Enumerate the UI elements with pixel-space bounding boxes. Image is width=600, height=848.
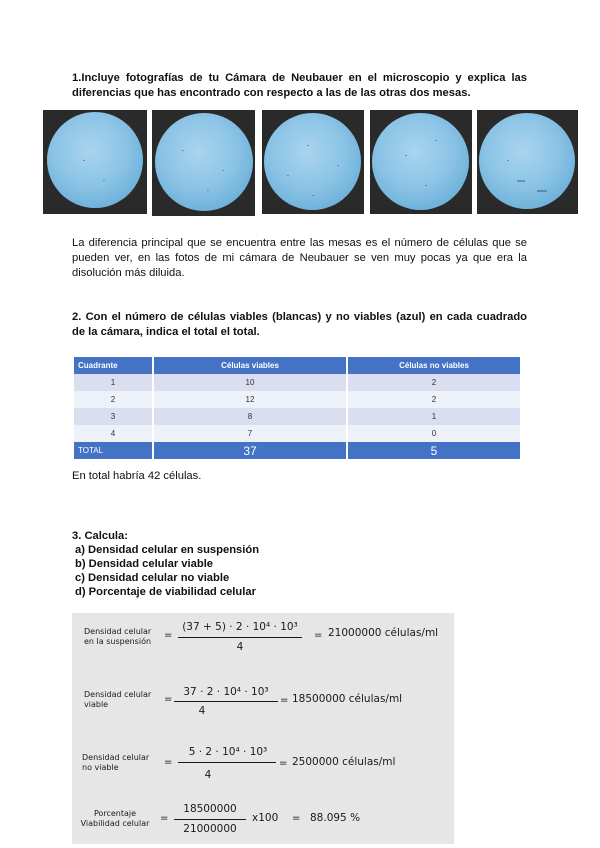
calc3-result: 2500000 células/ml: [292, 756, 396, 768]
calc3-label: Densidad celular no viable: [82, 753, 150, 772]
header-no-viables: Células no viables: [347, 357, 520, 374]
question-2: 2. Con el número de células viables (blancas) y no viables (azul) en cada cuadrado de la cámara, indica el total el total.: [72, 311, 527, 338]
calc2-result: 18500000 células/ml: [292, 693, 403, 705]
list-item: a) Densidad celular en suspensión: [75, 544, 260, 556]
calc1-numerator: (37 + 5) · 2 · 10⁴ · 10³: [182, 621, 298, 633]
calc2-denominator: 4: [198, 705, 206, 717]
microscope-photo-2: [152, 110, 255, 216]
question-1: 1.Incluye fotografías de tu Cámara de Neubauer en el microscopio y explica las diferencias que has encontrado con respecto a las de las otras dos mesas.: [72, 72, 527, 99]
calc3-numerator: 5 · 2 · 10⁴ · 10³: [188, 746, 268, 758]
microscope-photo-1: [43, 110, 147, 214]
calc4-multiplier: x100: [252, 812, 279, 824]
list-item: b) Densidad celular viable: [75, 558, 214, 570]
conclusion-2: En total habría 42 células.: [72, 470, 202, 482]
table-row: 3 8 1: [74, 408, 520, 425]
calc4-label: Porcentaje Viabilidad celular: [80, 809, 150, 828]
header-cuadrante: Cuadrante: [74, 357, 153, 374]
microscope-photo-4: [370, 110, 472, 214]
calc4-denominator: 21000000: [183, 823, 237, 835]
calc4-result: 88.095 %: [310, 812, 361, 824]
header-viables: Células viables: [153, 357, 347, 374]
answer-1: La diferencia principal que se encuentra entre las mesas es el número de células que se pueden ver, en las fotos de mi cámara de Neubauer se ven muy pocas ya que era la disolución más diluida.: [72, 237, 527, 279]
table-total-row: TOTAL 37 5: [74, 442, 520, 459]
calc1-denominator: 4: [236, 641, 244, 653]
table-row: 1 10 2: [74, 374, 520, 391]
calc2-numerator: 37 · 2 · 10⁴ · 10³: [183, 686, 269, 698]
question-3-title: 3. Calcula:: [72, 530, 128, 542]
calc1-label: Densidad celular en la suspensión: [84, 627, 152, 646]
calculations-panel: Densidad celular en la suspensión = (37 + 5) · 2 · 10⁴ · 10³ 4 = 21000000 células/ml Densidad celular viable = 37 · 2 · 10⁴ · 10³ 4 = 18500000 células/ml Densidad celular no viable = 5 · 2 · 10⁴ · 10³ 4 = 2500000 células/ml Porcentaje Viabilidad celular = 18500000 21000000 x100 = 88.095 %: [72, 613, 454, 844]
question-3-list: [75, 543, 259, 599]
list-item: d) Porcentaje de viabilidad celular: [75, 586, 256, 598]
table-row: 4 7 0: [74, 425, 520, 442]
table-row: 2 12 2: [74, 391, 520, 408]
microscope-photo-3: [262, 110, 364, 214]
list-item: c) Densidad celular no viable: [75, 572, 230, 584]
microscope-photo-5: [477, 110, 578, 214]
calc4-numerator: 18500000: [183, 803, 237, 815]
calc2-label: Densidad celular viable: [84, 690, 152, 709]
calc3-denominator: 4: [204, 769, 212, 781]
calc1-result: 21000000 células/ml: [328, 627, 439, 639]
cell-count-table: [74, 357, 520, 459]
